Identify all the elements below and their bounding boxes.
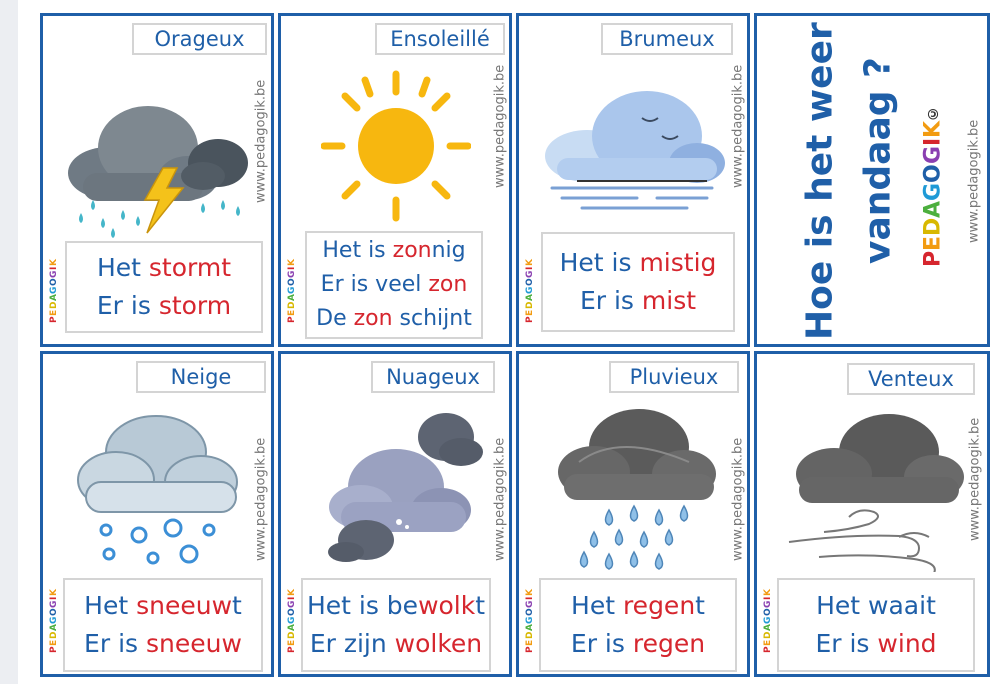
pedagogik-logo-large: P E D A G O G I K © (920, 104, 946, 268)
pedagogik-logo: P E D A G O G I K (763, 588, 773, 654)
card-title: Neige (136, 361, 266, 393)
pedagogik-logo: P E D A G O G I K (49, 588, 59, 654)
phrase-line-1: Het is bewolkt (306, 591, 486, 620)
watermark: www.pedagogik.be (492, 437, 508, 561)
watermark: www.pedagogik.be (730, 437, 746, 561)
card-nuageux (278, 351, 512, 677)
phrase-line-2: Er is veel zon (320, 272, 468, 297)
clouds-icon (321, 402, 491, 562)
sun-icon (321, 66, 471, 226)
phrase-box (777, 578, 975, 672)
phrase-box (65, 241, 263, 333)
card-orageux (40, 13, 274, 347)
pedagogik-logo: P E D A G O G I K (49, 258, 59, 324)
phrase-line-1: Het is zonnig (322, 238, 466, 263)
phrase-line-2: Er zijn wolken (309, 629, 483, 658)
cover-question-line-1: Hoe is het weer (799, 22, 841, 340)
card-cover (754, 13, 990, 347)
phrase-line-1: Het is mistig (559, 248, 717, 277)
cover-question-line-2: vandaag ? (857, 57, 899, 265)
watermark: www.pedagogik.be (253, 437, 269, 561)
storm-cloud-icon (53, 88, 253, 238)
card-brumeux (516, 13, 750, 347)
pedagogik-logo: P E D A G O G I K (525, 258, 535, 324)
card-title: Ensoleillé (375, 23, 505, 55)
watermark: www.pedagogik.be (730, 64, 746, 188)
watermark: www.pedagogik.be (253, 79, 269, 203)
card-title: Venteux (847, 363, 975, 395)
pedagogik-logo: P E D A G O G I K (287, 258, 297, 324)
card-title: Pluvieux (609, 361, 739, 393)
watermark: www.pedagogik.be (966, 119, 982, 243)
card-pluvieux (516, 351, 750, 677)
phrase-line-1: Het sneeuwt (84, 591, 242, 620)
watermark: www.pedagogik.be (967, 417, 983, 541)
card-ensoleille (278, 13, 512, 347)
phrase-box (541, 232, 735, 332)
card-title: Brumeux (601, 23, 733, 55)
phrase-line-2: Er is wind (815, 629, 937, 658)
phrase-line-2: Er is mist (579, 286, 697, 315)
card-title: Nuageux (371, 361, 495, 393)
card-venteux (754, 351, 990, 677)
phrase-line-1: Het waait (816, 591, 936, 620)
phrase-line-2: Er is sneeuw (84, 629, 242, 658)
phrase-line-2: Er is regen (570, 629, 706, 658)
phrase-box (305, 231, 483, 339)
phrase-line-1: Het stormt (96, 253, 232, 282)
pedagogik-logo: P E D A G O G I K (287, 588, 297, 654)
phrase-box (301, 578, 491, 672)
pedagogik-logo: P E D A G O G I K (525, 588, 535, 654)
snow-cloud-icon (61, 402, 251, 572)
phrase-line-2: Er is storm (96, 291, 232, 320)
phrase-box (539, 578, 737, 672)
card-title: Orageux (132, 23, 267, 55)
fog-cloud-icon (537, 78, 727, 218)
card-neige (40, 351, 274, 677)
watermark: www.pedagogik.be (492, 64, 508, 188)
phrase-box (63, 578, 263, 672)
phrase-line-1: Het regent (571, 591, 705, 620)
left-margin-strip (0, 0, 18, 684)
wind-cloud-icon (779, 402, 969, 572)
phrase-line-3: De zon schijnt (316, 306, 472, 331)
rain-cloud-icon (549, 402, 719, 572)
